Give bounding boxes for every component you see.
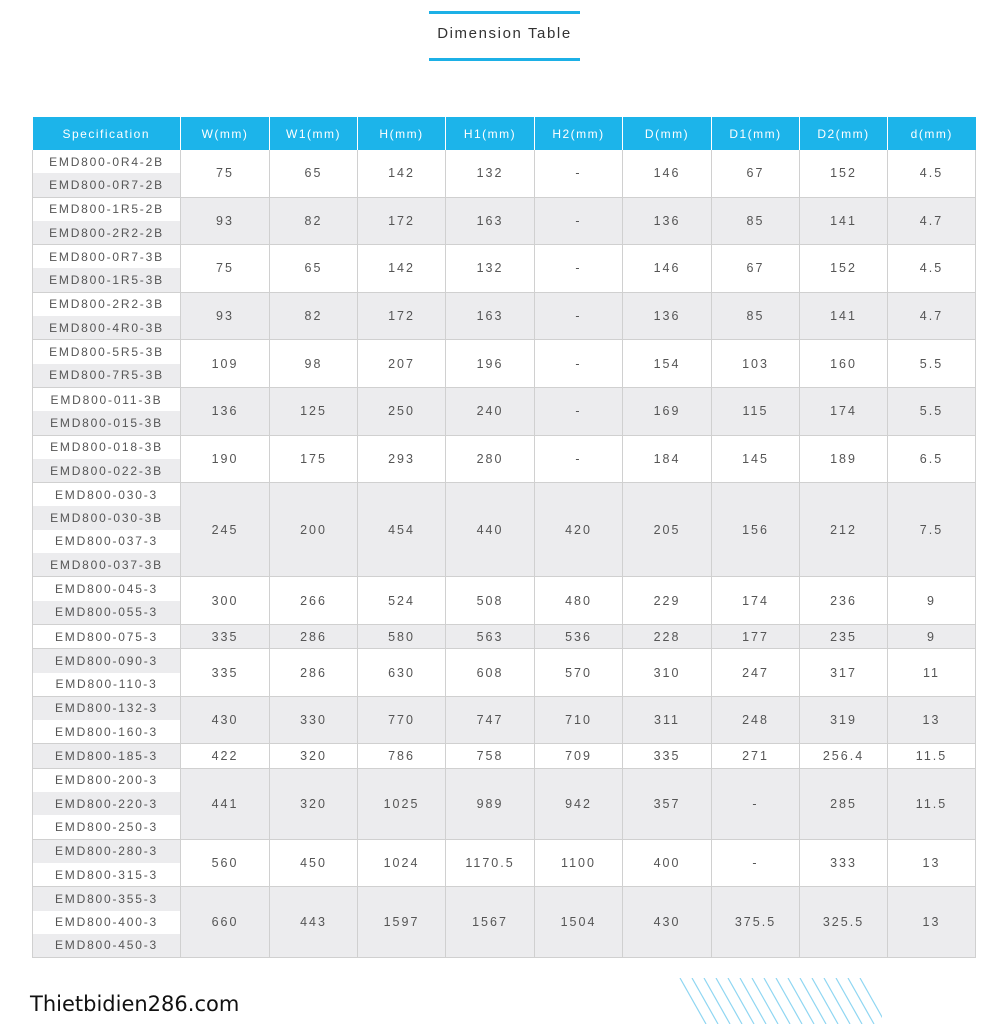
- table-row: [33, 292, 976, 316]
- value-cell: 152: [800, 150, 888, 197]
- value-cell: 580: [358, 624, 446, 648]
- value-cell: 174: [800, 387, 888, 435]
- column-header: D(mm): [623, 117, 712, 150]
- value-cell: 235: [800, 624, 888, 648]
- table-row: [33, 387, 976, 411]
- spec-cell: EMD800-7R5-3B: [33, 364, 181, 388]
- value-cell: 174: [712, 577, 800, 625]
- spec-cell: EMD800-030-3: [33, 483, 181, 507]
- table-row: [33, 340, 976, 364]
- spec-cell: EMD800-0R4-2B: [33, 150, 181, 173]
- value-cell: 229: [623, 577, 712, 625]
- table-row: [33, 150, 976, 173]
- dimension-table: [32, 117, 976, 958]
- value-cell: 300: [181, 577, 270, 625]
- value-cell: 142: [358, 150, 446, 197]
- value-cell: 247: [712, 649, 800, 697]
- value-cell: 1567: [446, 887, 535, 958]
- value-cell: 375.5: [712, 887, 800, 958]
- value-cell: 311: [623, 696, 712, 744]
- value-cell: 4.7: [888, 197, 976, 245]
- value-cell: 156: [712, 483, 800, 577]
- spec-cell: EMD800-037-3: [33, 530, 181, 553]
- value-cell: 320: [270, 744, 358, 768]
- value-cell: 285: [800, 768, 888, 839]
- value-cell: 205: [623, 483, 712, 577]
- spec-cell: EMD800-110-3: [33, 673, 181, 697]
- value-cell: 65: [270, 150, 358, 197]
- value-cell: 5.5: [888, 387, 976, 435]
- column-header: H(mm): [358, 117, 446, 150]
- value-cell: 450: [270, 839, 358, 887]
- table-row: [33, 245, 976, 269]
- value-cell: 245: [181, 483, 270, 577]
- value-cell: 400: [623, 839, 712, 887]
- value-cell: 67: [712, 245, 800, 293]
- value-cell: 608: [446, 649, 535, 697]
- spec-cell: EMD800-2R2-2B: [33, 221, 181, 245]
- value-cell: 286: [270, 624, 358, 648]
- value-cell: 1170.5: [446, 839, 535, 887]
- value-cell: 75: [181, 245, 270, 293]
- value-cell: 7.5: [888, 483, 976, 577]
- value-cell: 136: [623, 197, 712, 245]
- value-cell: 422: [181, 744, 270, 768]
- value-cell: 136: [623, 292, 712, 340]
- value-cell: 212: [800, 483, 888, 577]
- table-row: [33, 577, 976, 601]
- value-cell: 271: [712, 744, 800, 768]
- value-cell: 65: [270, 245, 358, 293]
- value-cell: -: [535, 150, 623, 197]
- table-row: [33, 483, 976, 507]
- value-cell: 136: [181, 387, 270, 435]
- value-cell: 11.5: [888, 744, 976, 768]
- spec-cell: EMD800-400-3: [33, 911, 181, 934]
- value-cell: 454: [358, 483, 446, 577]
- value-cell: 13: [888, 839, 976, 887]
- spec-cell: EMD800-2R2-3B: [33, 292, 181, 316]
- value-cell: 250: [358, 387, 446, 435]
- value-cell: -: [712, 839, 800, 887]
- spec-cell: EMD800-022-3B: [33, 459, 181, 483]
- value-cell: 430: [623, 887, 712, 958]
- value-cell: 13: [888, 696, 976, 744]
- value-cell: 333: [800, 839, 888, 887]
- value-cell: 98: [270, 340, 358, 388]
- value-cell: 169: [623, 387, 712, 435]
- title-block: [429, 11, 580, 62]
- value-cell: 189: [800, 435, 888, 483]
- value-cell: 570: [535, 649, 623, 697]
- value-cell: 709: [535, 744, 623, 768]
- value-cell: 236: [800, 577, 888, 625]
- spec-cell: EMD800-1R5-3B: [33, 268, 181, 292]
- value-cell: 560: [181, 839, 270, 887]
- value-cell: 103: [712, 340, 800, 388]
- value-cell: 335: [181, 649, 270, 697]
- value-cell: 82: [270, 292, 358, 340]
- value-cell: 293: [358, 435, 446, 483]
- value-cell: 67: [712, 150, 800, 197]
- table-row: [33, 887, 976, 911]
- column-header: H2(mm): [535, 117, 623, 150]
- column-header: W(mm): [181, 117, 270, 150]
- value-cell: 141: [800, 292, 888, 340]
- value-cell: 9: [888, 624, 976, 648]
- value-cell: 146: [623, 150, 712, 197]
- value-cell: 786: [358, 744, 446, 768]
- value-cell: 125: [270, 387, 358, 435]
- value-cell: 240: [446, 387, 535, 435]
- value-cell: 5.5: [888, 340, 976, 388]
- spec-cell: EMD800-185-3: [33, 744, 181, 768]
- spec-cell: EMD800-030-3B: [33, 506, 181, 529]
- spec-cell: EMD800-5R5-3B: [33, 340, 181, 364]
- value-cell: 154: [623, 340, 712, 388]
- value-cell: 325.5: [800, 887, 888, 958]
- title-top-rule: [429, 11, 580, 14]
- value-cell: 420: [535, 483, 623, 577]
- value-cell: 85: [712, 197, 800, 245]
- value-cell: 747: [446, 696, 535, 744]
- value-cell: 563: [446, 624, 535, 648]
- spec-cell: EMD800-090-3: [33, 649, 181, 673]
- spec-cell: EMD800-075-3: [33, 624, 181, 648]
- table-row: [33, 696, 976, 720]
- table-row: [33, 624, 976, 648]
- value-cell: 9: [888, 577, 976, 625]
- table-row: [33, 744, 976, 768]
- spec-cell: EMD800-1R5-2B: [33, 197, 181, 221]
- value-cell: 109: [181, 340, 270, 388]
- value-cell: 536: [535, 624, 623, 648]
- table-row: [33, 649, 976, 673]
- value-cell: -: [535, 292, 623, 340]
- value-cell: 1025: [358, 768, 446, 839]
- value-cell: 256.4: [800, 744, 888, 768]
- spec-cell: EMD800-160-3: [33, 720, 181, 744]
- value-cell: 758: [446, 744, 535, 768]
- decorative-stripes: [672, 978, 882, 1024]
- value-cell: -: [535, 197, 623, 245]
- page-title: Dimension Table: [437, 25, 572, 42]
- value-cell: -: [535, 387, 623, 435]
- column-header: W1(mm): [270, 117, 358, 150]
- spec-cell: EMD800-4R0-3B: [33, 316, 181, 340]
- value-cell: 184: [623, 435, 712, 483]
- value-cell: 280: [446, 435, 535, 483]
- column-header: d(mm): [888, 117, 976, 150]
- value-cell: 93: [181, 292, 270, 340]
- value-cell: 430: [181, 696, 270, 744]
- value-cell: 1100: [535, 839, 623, 887]
- spec-cell: EMD800-045-3: [33, 577, 181, 601]
- column-header: D2(mm): [800, 117, 888, 150]
- value-cell: 319: [800, 696, 888, 744]
- value-cell: 146: [623, 245, 712, 293]
- spec-cell: EMD800-200-3: [33, 768, 181, 792]
- value-cell: 335: [181, 624, 270, 648]
- spec-cell: EMD800-011-3B: [33, 387, 181, 411]
- table-header-row: [33, 117, 976, 150]
- value-cell: 660: [181, 887, 270, 958]
- value-cell: 357: [623, 768, 712, 839]
- value-cell: 441: [181, 768, 270, 839]
- value-cell: 989: [446, 768, 535, 839]
- value-cell: 286: [270, 649, 358, 697]
- title-bottom-rule: [429, 58, 580, 61]
- value-cell: 82: [270, 197, 358, 245]
- column-header: Specification: [33, 117, 181, 150]
- spec-cell: EMD800-037-3B: [33, 553, 181, 577]
- value-cell: 196: [446, 340, 535, 388]
- table-row: [33, 839, 976, 863]
- value-cell: 75: [181, 150, 270, 197]
- value-cell: 335: [623, 744, 712, 768]
- value-cell: 630: [358, 649, 446, 697]
- value-cell: 13: [888, 887, 976, 958]
- value-cell: 330: [270, 696, 358, 744]
- value-cell: 4.7: [888, 292, 976, 340]
- value-cell: 207: [358, 340, 446, 388]
- spec-cell: EMD800-355-3: [33, 887, 181, 911]
- value-cell: 172: [358, 292, 446, 340]
- spec-cell: EMD800-250-3: [33, 815, 181, 839]
- column-header: D1(mm): [712, 117, 800, 150]
- value-cell: 440: [446, 483, 535, 577]
- value-cell: 200: [270, 483, 358, 577]
- spec-cell: EMD800-132-3: [33, 696, 181, 720]
- value-cell: 163: [446, 197, 535, 245]
- value-cell: 266: [270, 577, 358, 625]
- value-cell: 132: [446, 245, 535, 293]
- value-cell: 508: [446, 577, 535, 625]
- value-cell: -: [535, 435, 623, 483]
- table-row: [33, 197, 976, 221]
- value-cell: 145: [712, 435, 800, 483]
- value-cell: 172: [358, 197, 446, 245]
- value-cell: 1024: [358, 839, 446, 887]
- spec-cell: EMD800-055-3: [33, 601, 181, 625]
- value-cell: 524: [358, 577, 446, 625]
- value-cell: 4.5: [888, 245, 976, 293]
- value-cell: 6.5: [888, 435, 976, 483]
- value-cell: 770: [358, 696, 446, 744]
- value-cell: 310: [623, 649, 712, 697]
- value-cell: 175: [270, 435, 358, 483]
- value-cell: 142: [358, 245, 446, 293]
- value-cell: 1504: [535, 887, 623, 958]
- value-cell: 190: [181, 435, 270, 483]
- spec-cell: EMD800-0R7-3B: [33, 245, 181, 269]
- value-cell: 320: [270, 768, 358, 839]
- table-row: [33, 435, 976, 459]
- spec-cell: EMD800-280-3: [33, 839, 181, 863]
- value-cell: 942: [535, 768, 623, 839]
- value-cell: 317: [800, 649, 888, 697]
- table-body: [33, 150, 976, 958]
- site-watermark: Thietbidien286.com: [30, 992, 240, 1016]
- value-cell: 248: [712, 696, 800, 744]
- table-row: [33, 768, 976, 792]
- value-cell: 152: [800, 245, 888, 293]
- value-cell: 115: [712, 387, 800, 435]
- value-cell: 141: [800, 197, 888, 245]
- spec-cell: EMD800-015-3B: [33, 411, 181, 435]
- spec-cell: EMD800-0R7-2B: [33, 173, 181, 197]
- column-header: H1(mm): [446, 117, 535, 150]
- value-cell: 443: [270, 887, 358, 958]
- value-cell: 177: [712, 624, 800, 648]
- value-cell: 1597: [358, 887, 446, 958]
- value-cell: 4.5: [888, 150, 976, 197]
- value-cell: 228: [623, 624, 712, 648]
- value-cell: -: [712, 768, 800, 839]
- value-cell: 160: [800, 340, 888, 388]
- value-cell: -: [535, 340, 623, 388]
- value-cell: 85: [712, 292, 800, 340]
- value-cell: 480: [535, 577, 623, 625]
- value-cell: 163: [446, 292, 535, 340]
- value-cell: 710: [535, 696, 623, 744]
- spec-cell: EMD800-018-3B: [33, 435, 181, 459]
- spec-cell: EMD800-450-3: [33, 934, 181, 958]
- value-cell: 93: [181, 197, 270, 245]
- spec-cell: EMD800-220-3: [33, 792, 181, 815]
- value-cell: 11: [888, 649, 976, 697]
- value-cell: -: [535, 245, 623, 293]
- value-cell: 11.5: [888, 768, 976, 839]
- spec-cell: EMD800-315-3: [33, 863, 181, 887]
- value-cell: 132: [446, 150, 535, 197]
